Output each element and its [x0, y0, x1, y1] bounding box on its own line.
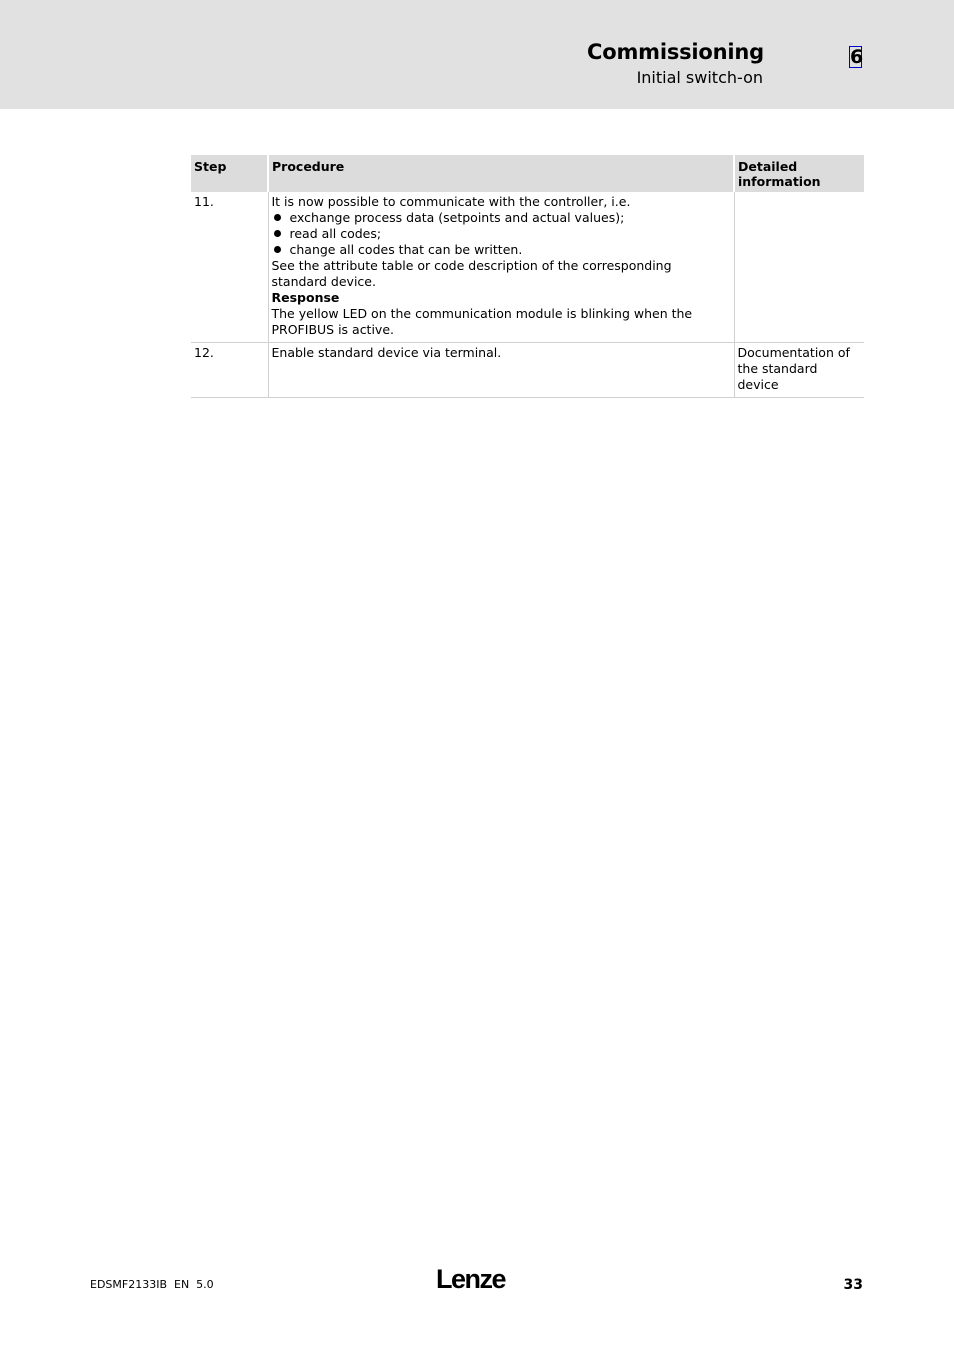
lenze-logo: Lenze: [436, 1264, 506, 1294]
table-row: [191, 343, 864, 398]
procedure-table: [191, 155, 864, 398]
table-header-row: [191, 155, 864, 192]
list-item: change all codes that can be written.: [272, 242, 731, 258]
column-header-procedure: Procedure: [268, 155, 734, 192]
list-item: exchange process data (setpoints and actual values);: [272, 210, 731, 226]
chapter-title: Commissioning: [587, 40, 764, 64]
table-row: [191, 192, 864, 343]
document-id: EDSMF2133IB EN 5.0: [90, 1278, 214, 1291]
detail-cell: Documentation of the standard device: [734, 343, 864, 398]
procedure-cell: [268, 192, 734, 343]
step-cell: 11.: [191, 192, 268, 343]
header-band: [0, 0, 954, 109]
procedure-note: See the attribute table or code description of the corresponding standard device.: [271, 258, 672, 289]
chapter-number-link[interactable]: 6: [850, 46, 864, 68]
response-label: Response: [271, 290, 340, 305]
step-cell: 12.: [191, 343, 268, 398]
detail-cell: [734, 192, 864, 343]
section-title: Initial switch-on: [636, 68, 763, 87]
column-header-detailed-information: Detailed information: [734, 155, 864, 192]
column-header-step: Step: [191, 155, 268, 192]
bullet-list: [272, 210, 731, 258]
procedure-intro: It is now possible to communicate with the controller, i.e.: [271, 194, 631, 209]
page-number: 33: [843, 1277, 863, 1293]
response-text: The yellow LED on the communication module is blinking when the PROFIBUS is active.: [271, 306, 693, 337]
procedure-cell: Enable standard device via terminal.: [268, 343, 734, 398]
list-item: read all codes;: [272, 226, 731, 242]
